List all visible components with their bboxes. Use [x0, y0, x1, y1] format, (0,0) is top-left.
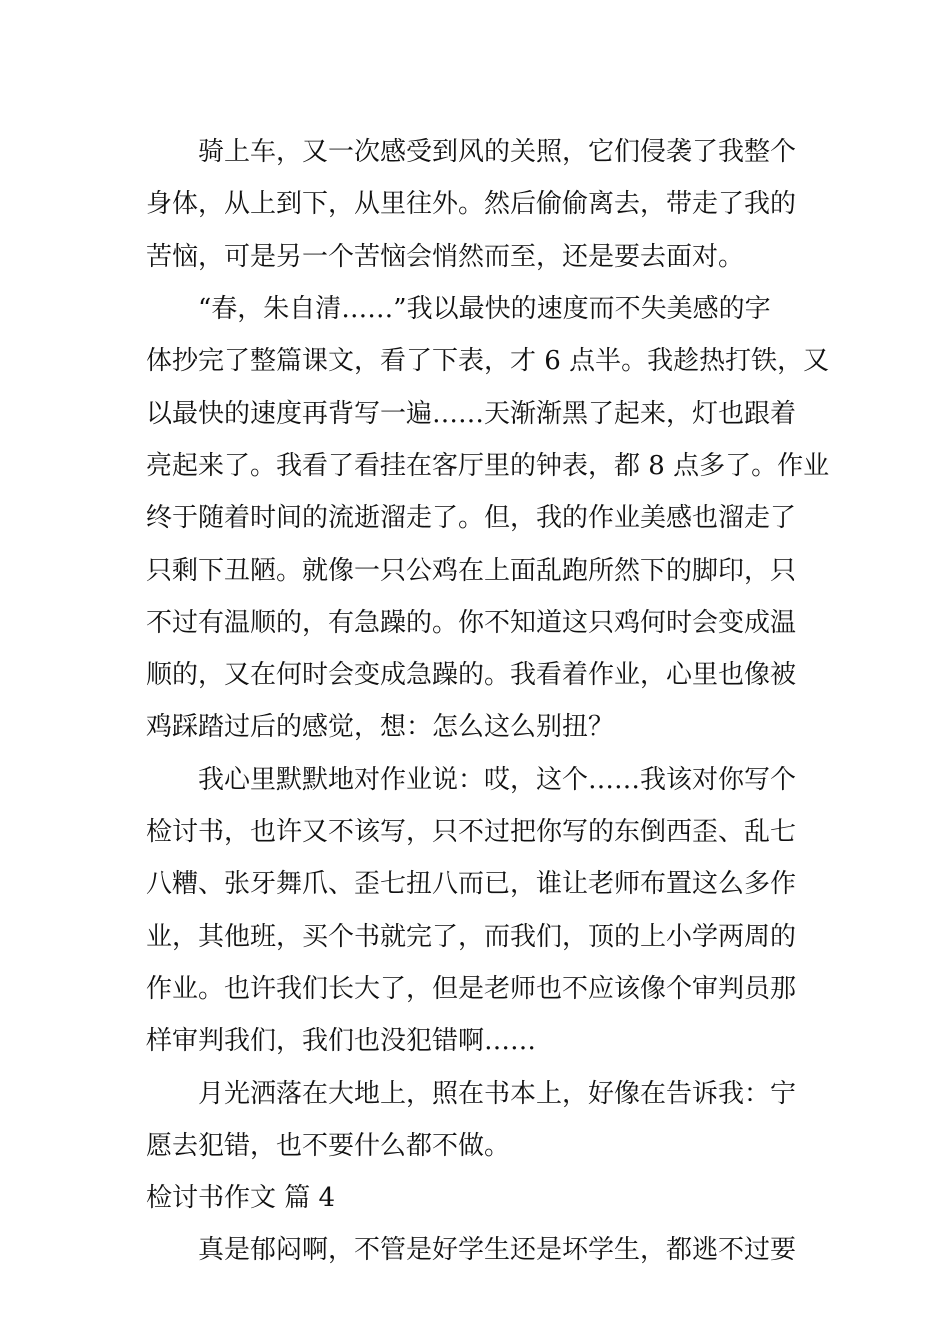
paragraph-1-line-2: 身体，从上到下，从里往外。然后偷偷离去，带走了我的 — [146, 189, 797, 219]
paragraph-3-line-1: 我心里默默地对作业说：哎，这个……我该对你写个 — [198, 765, 797, 795]
paragraph-2-line-3: 以最快的速度再背写一遍……天渐渐黑了起来，灯也跟着 — [146, 399, 797, 429]
paragraph-5-line-1: 真是郁闷啊，不管是好学生还是坏学生，都逃不过要 — [198, 1235, 797, 1265]
paragraph-3-line-4: 业，其他班，买个书就完了，而我们，顶的上小学两周的 — [146, 922, 797, 952]
paragraph-1-line-3: 苦恼，可是另一个苦恼会悄然而至，还是要去面对。 — [146, 242, 745, 272]
paragraph-4-line-1: 月光洒落在大地上，照在书本上，好像在告诉我：宁 — [198, 1079, 797, 1109]
paragraph-2-line-8: 顺的，又在何时会变成急躁的。我看着作业，心里也像被 — [146, 660, 797, 690]
paragraph-3-line-5: 作业。也许我们长大了，但是老师也不应该像个审判员那 — [146, 974, 797, 1004]
paragraph-3-line-6: 样审判我们，我们也没犯错啊…… — [146, 1026, 537, 1056]
section-heading: 检讨书作文 篇 4 — [146, 1183, 336, 1213]
paragraph-1-line-1: 骑上车，又一次感受到风的关照，它们侵袭了我整个 — [198, 137, 797, 167]
paragraph-2-line-4: 亮起来了。我看了看挂在客厅里的钟表，都 8 点多了。作业 — [146, 451, 830, 481]
paragraph-2-line-6: 只剩下丑陋。就像一只公鸡在上面乱跑所然下的脚印，只 — [146, 556, 797, 586]
paragraph-2-line-5: 终于随着时间的流逝溜走了。但，我的作业美感也溜走了 — [146, 503, 797, 533]
paragraph-2-line-9: 鸡踩踏过后的感觉，想：怎么这么别扭？ — [146, 712, 615, 742]
paragraph-4-line-2: 愿去犯错，也不要什么都不做。 — [146, 1131, 511, 1161]
paragraph-3-line-3: 八糟、张牙舞爪、歪七扭八而已，谁让老师布置这么多作 — [146, 869, 797, 899]
paragraph-2-line-2: 体抄完了整篇课文，看了下表，才 6 点半。我趁热打铁，又 — [146, 346, 830, 376]
paragraph-2-line-1: “春，朱自清……”我以最快的速度而不失美感的字 — [198, 294, 771, 324]
paragraph-3-line-2: 检讨书，也许又不该写，只不过把你写的东倒西歪、乱七 — [146, 817, 797, 847]
paragraph-2-line-7: 不过有温顺的，有急躁的。你不知道这只鸡何时会变成温 — [146, 608, 797, 638]
